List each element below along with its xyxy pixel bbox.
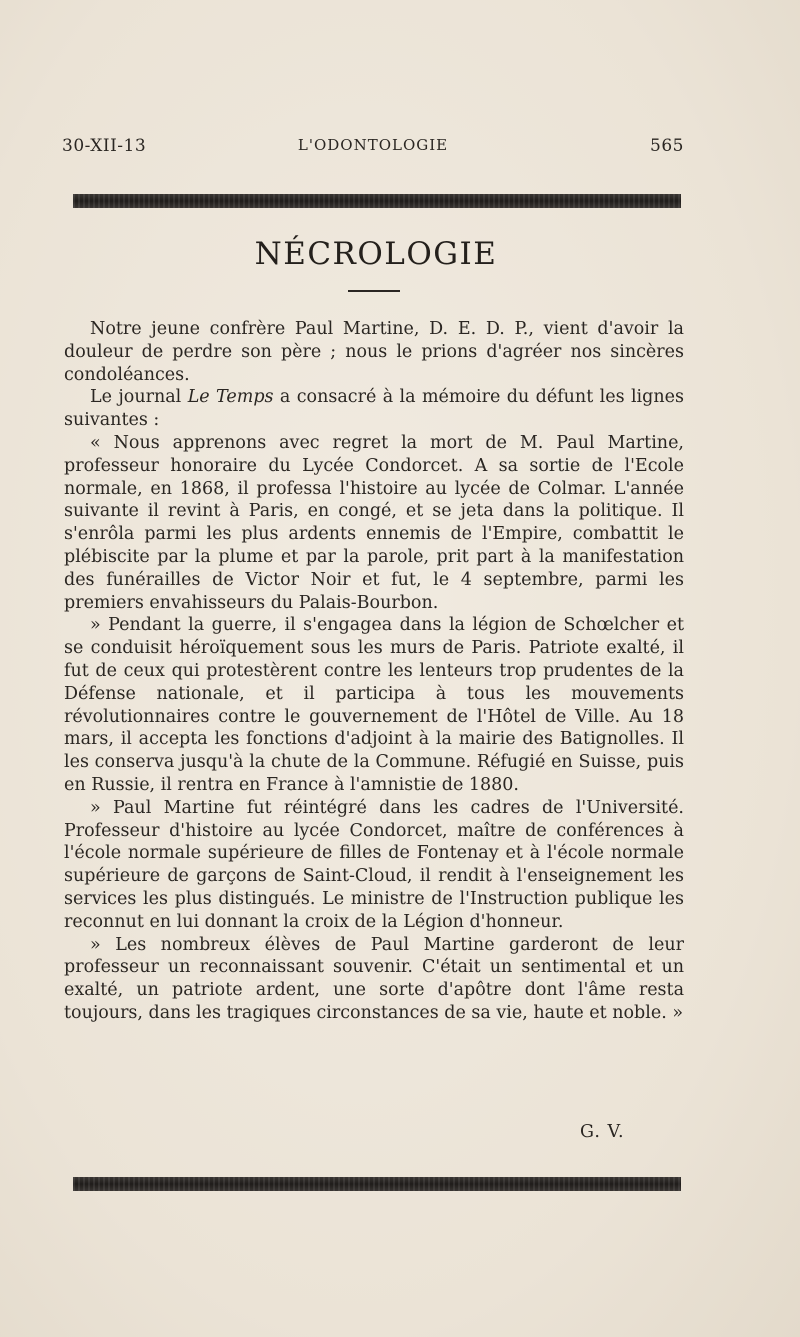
- paragraph-condolences: Notre jeune confrère Paul Martine, D. E. D. P., vient d'avoir la douleur de perdre son père ; nous le prions d'agréer nos sincères condoléances.: [64, 319, 684, 385]
- paragraph-quote-1: « Nous apprenons avec regret la mort de M. Paul Martine, professeur honoraire du Lycée Condorcet. A sa sortie de l'Ecole normale, en 1868, il professa l'histoire au lycée de Colmar. L'année suivante il revint à Paris, en congé, et se jeta dans la politique. Il s'enrôla parmi les plus ardents ennemis de l'Empire, combattit le plébiscite par la plume et par la parole, prit part à la manifestation des funérailles de Victor Noir et fut, le 4 septembre, parmi les premiers envahisseurs du Palais-Bourbon.: [64, 432, 684, 613]
- paragraph-quote-3: » Paul Martine fut réintégré dans les cadres de l'Université. Professeur d'histoire au lycée Condorcet, maître de conférences à l'école normale supérieure de filles de Fontenay et à l'école normale supérieure de garçons de Saint-Cloud, il rendit à l'enseignement les services les plus distingués. Le ministre de l'Instruction publique les reconnut en lui donnant la croix de la Légion d'honneur.: [64, 797, 684, 932]
- signature: G. V.: [580, 1122, 625, 1142]
- issue-date: 30-XII-13: [62, 136, 147, 156]
- intro-after: a consacré à la mémoire du défunt les lignes suivantes :: [64, 387, 684, 431]
- intro-before: Le journal: [90, 387, 182, 408]
- paragraph-quote-2: » Pendant la guerre, il s'engagea dans la légion de Schœlcher et se conduisit héroïquement sous les murs de Paris. Patriote exalté, il fut de ceux qui protestèrent contre les lenteurs trop prudentes de la Défense nationale, et il participa à tous les mouvements révolutionnaires contre le gouvernement de l'Hôtel de Ville. Au 18 mars, il accepta les fonctions d'adjoint à la mairie des Batignolles. Il les conserva jusqu'à la chute de la Commune. Réfugié en Suisse, puis en Russie, il rentra en France à l'amnistie de 1880.: [64, 615, 684, 795]
- paragraph-quote-4: » Les nombreux élèves de Paul Martine garderont de leur professeur un reconnaissant souvenir. C'était un sentimental et un exalté, un patriote ardent, une sorte d'apôtre dont l'âme resta toujours, dans les tragiques circonstances de sa vie, haute et noble. »: [64, 934, 684, 1023]
- running-header: [62, 136, 684, 160]
- top-decorative-rule: [73, 194, 681, 208]
- newspaper-name: Le Temps: [187, 387, 274, 408]
- paragraph-intro: [64, 386, 684, 432]
- page-number: 565: [650, 136, 684, 156]
- journal-title: L'ODONTOLOGIE: [297, 136, 449, 154]
- article-body: [64, 318, 684, 1025]
- article-title: NÉCROLOGIE: [254, 236, 498, 272]
- title-underline: [348, 290, 400, 292]
- bottom-decorative-rule: [73, 1177, 681, 1191]
